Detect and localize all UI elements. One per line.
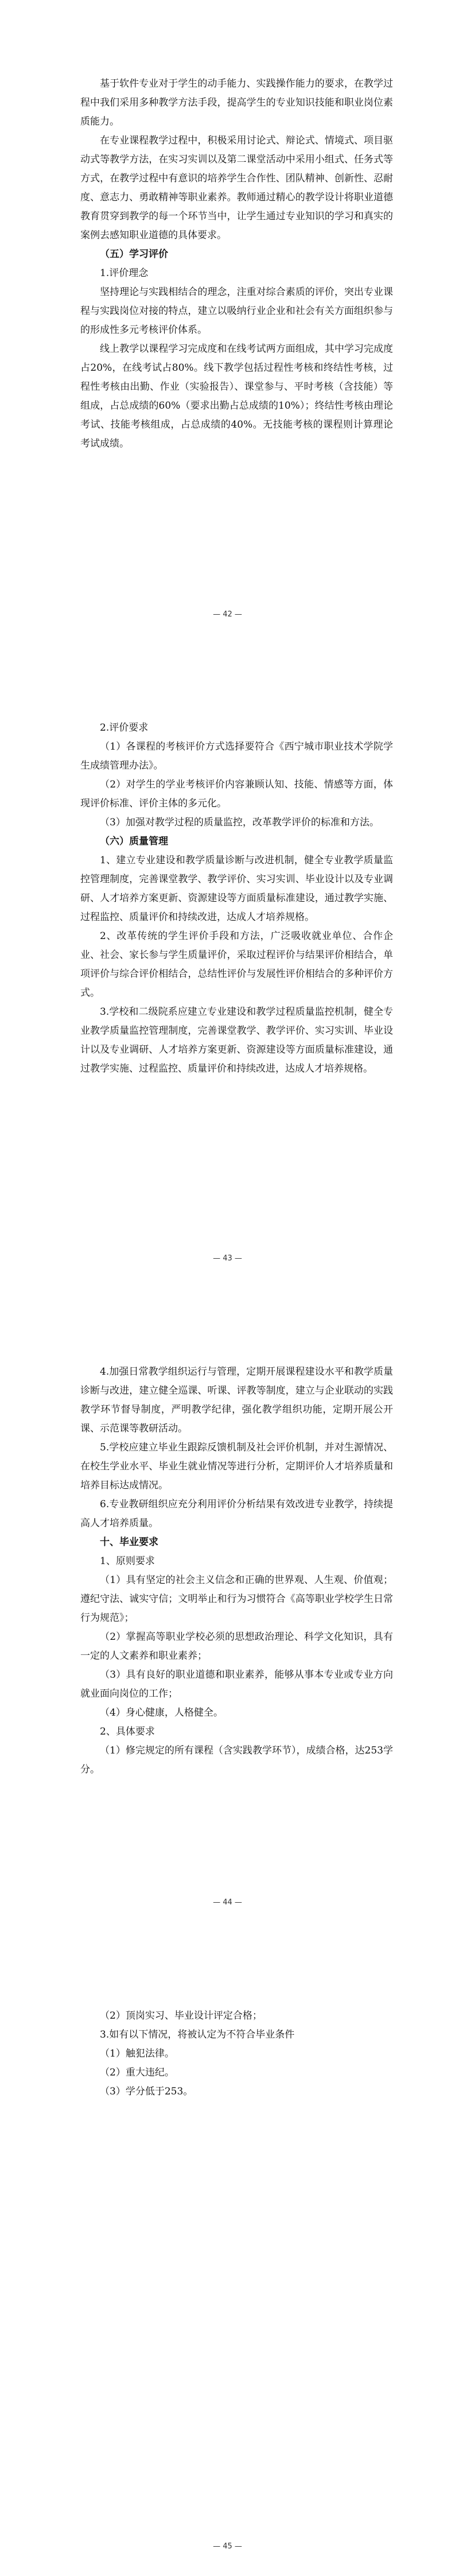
- page-1: [0, 0, 455, 644]
- sub-heading: 1.评价理念: [100, 267, 149, 279]
- page-2: [0, 644, 455, 1288]
- paragraph: （1）具有坚定的社会主义信念和正确的世界观、人生观、价值观；遵纪守法、诚实守信；文明举止和行为习惯符合《高等职业学校学生日常行为规范》；: [80, 1574, 393, 1624]
- paragraph: 基于软件专业对于学生的动手能力、实践操作能力的要求，在教学过程中我们采用多种教学方法手段，提高学生的专业知识技能和职业岗位素质能力。: [80, 78, 393, 127]
- paragraph: （2）掌握高等职业学校必须的思想政治理论、科学文化知识，具有一定的人文素养和职业素养；: [80, 1631, 393, 1662]
- paragraph: 3.学校和二级院系应建立专业建设和教学过程质量监控机制，健全专业教学质量监控管理制度，完善课堂教学、教学评价、实习实训、毕业设计以及专业调研、人才培养方案更新、资源建设等方面质量标准建设，通过教学实施、过程监控、质量评价和持续改进，达成人才培养规格。: [80, 1006, 393, 1074]
- paragraph: （4）身心健康，人格健全。: [100, 1707, 223, 1718]
- paragraph: 1、建立专业建设和教学质量诊断与改进机制，健全专业教学质量监控管理制度，完善课堂教学、教学评价、实习实训、毕业设计以及专业调研、人才培养方案更新、资源建设等方面质量标准建设，通过教学实施、过程监控、质量评价和持续改进，达成人才培养规格。: [80, 855, 393, 923]
- paragraph: （1）各课程的考核评价方式选择要符合《西宁城市职业技术学院学生成绩管理办法》。: [80, 741, 393, 771]
- page-number: — 45 —: [213, 2542, 242, 2551]
- sub-heading: 2、具体要求: [100, 1726, 155, 1737]
- section-heading: （六）质量管理: [100, 836, 168, 847]
- page-3: [0, 1288, 455, 1932]
- paragraph: （3）加强对教学过程的质量监控，改革教学评价的标准和方法。: [100, 817, 379, 828]
- sub-heading: 1、原则要求: [100, 1555, 155, 1567]
- sub-heading: 2.评价要求: [100, 722, 149, 734]
- page-number: — 43 —: [213, 1254, 242, 1263]
- paragraph: （2）对学生的学业考核评价内容兼顾认知、技能、情感等方面，体现评价标准、评价主体的多元化。: [80, 779, 393, 809]
- page-number: — 42 —: [213, 610, 242, 619]
- page-number: — 44 —: [213, 1898, 242, 1907]
- paragraph: 在专业课程教学过程中，积极采用讨论式、辩论式、情境式、项目驱动式等教学方法，在实习实训以及第二课堂活动中采用小组式、任务式等方式，在教学过程中有意识的培养学生合作性、团队精神、创新性、忍耐度、意志力、勇敢精神等职业素养。教师通过精心的教学设计将职业道德教育贯穿到教学的每一个环节当中，让学生通过专业知识的学习和真实的案例去感知职业道德的具体要求。: [80, 135, 393, 241]
- paragraph: 坚持理论与实践相结合的理念，注重对综合素质的评价，突出专业课程与实践岗位对接的特点，建立以吸纳行业企业和社会有关方面组织参与的形成性多元考核评价体系。: [80, 286, 393, 336]
- paragraph: （1）修完规定的所有课程（含实践教学环节），成绩合格，达253学分。: [80, 1745, 393, 1775]
- section-heading: 十、毕业要求: [100, 1537, 158, 1548]
- paragraph: 6.专业教研组织应充分利用评价分析结果有效改进专业教学，持续提高人才培养质量。: [80, 1499, 393, 1529]
- paragraph: （2）重大违纪。: [100, 2067, 174, 2078]
- section-heading: （五）学习评价: [100, 249, 168, 260]
- paragraph: 5.学校应建立毕业生跟踪反馈机制及社会评价机制，并对生源情况、在校生学业水平、毕业生就业情况等进行分析，定期评价人才培养质量和培养目标达成情况。: [80, 1442, 393, 1491]
- paragraph: （1）触犯法律。: [100, 2048, 174, 2059]
- sub-heading: 3.如有以下情况，将被认定为不符合毕业条件: [100, 2029, 295, 2040]
- paragraph: 2、改革传统的学生评价手段和方法，广泛吸收就业单位、合作企业、社会、家长参与学生质量评价，采取过程评价与结果评价相结合，单项评价与综合评价相结合，总结性评价与发展性评价相结合的多种评价方式。: [80, 930, 393, 999]
- page-4: [0, 1932, 455, 2576]
- paragraph: 4.加强日常教学组织运行与管理，定期开展课程建设水平和教学质量诊断与改进，建立健全巡课、听课、评教等制度，建立与企业联动的实践教学环节督导制度，严明教学纪律，强化教学组织功能，定期开展公开课、示范课等教研活动。: [80, 1366, 393, 1434]
- paragraph: （3）具有良好的职业道德和职业素养，能够从事本专业或专业方向就业面向岗位的工作；: [80, 1669, 393, 1700]
- paragraph: 线上教学以课程学习完成度和在线考试两方面组成，其中学习完成度占20%，在线考试占80%。线下教学包括过程性考核和终结性考核，过程性考核由出勤、作业（实验报告）、课堂参与、平时考核（含技能）等组成，占总成绩的60%（要求出勤占总成绩的10%）；终结性考核由理论考试、技能考核组成，占总成绩的40%。无技能考核的课程则计算理论考试成绩。: [80, 343, 393, 449]
- paragraph: （2）顶岗实习、毕业设计评定合格；: [100, 2010, 262, 2022]
- paragraph: （3）学分低于253。: [100, 2086, 193, 2097]
